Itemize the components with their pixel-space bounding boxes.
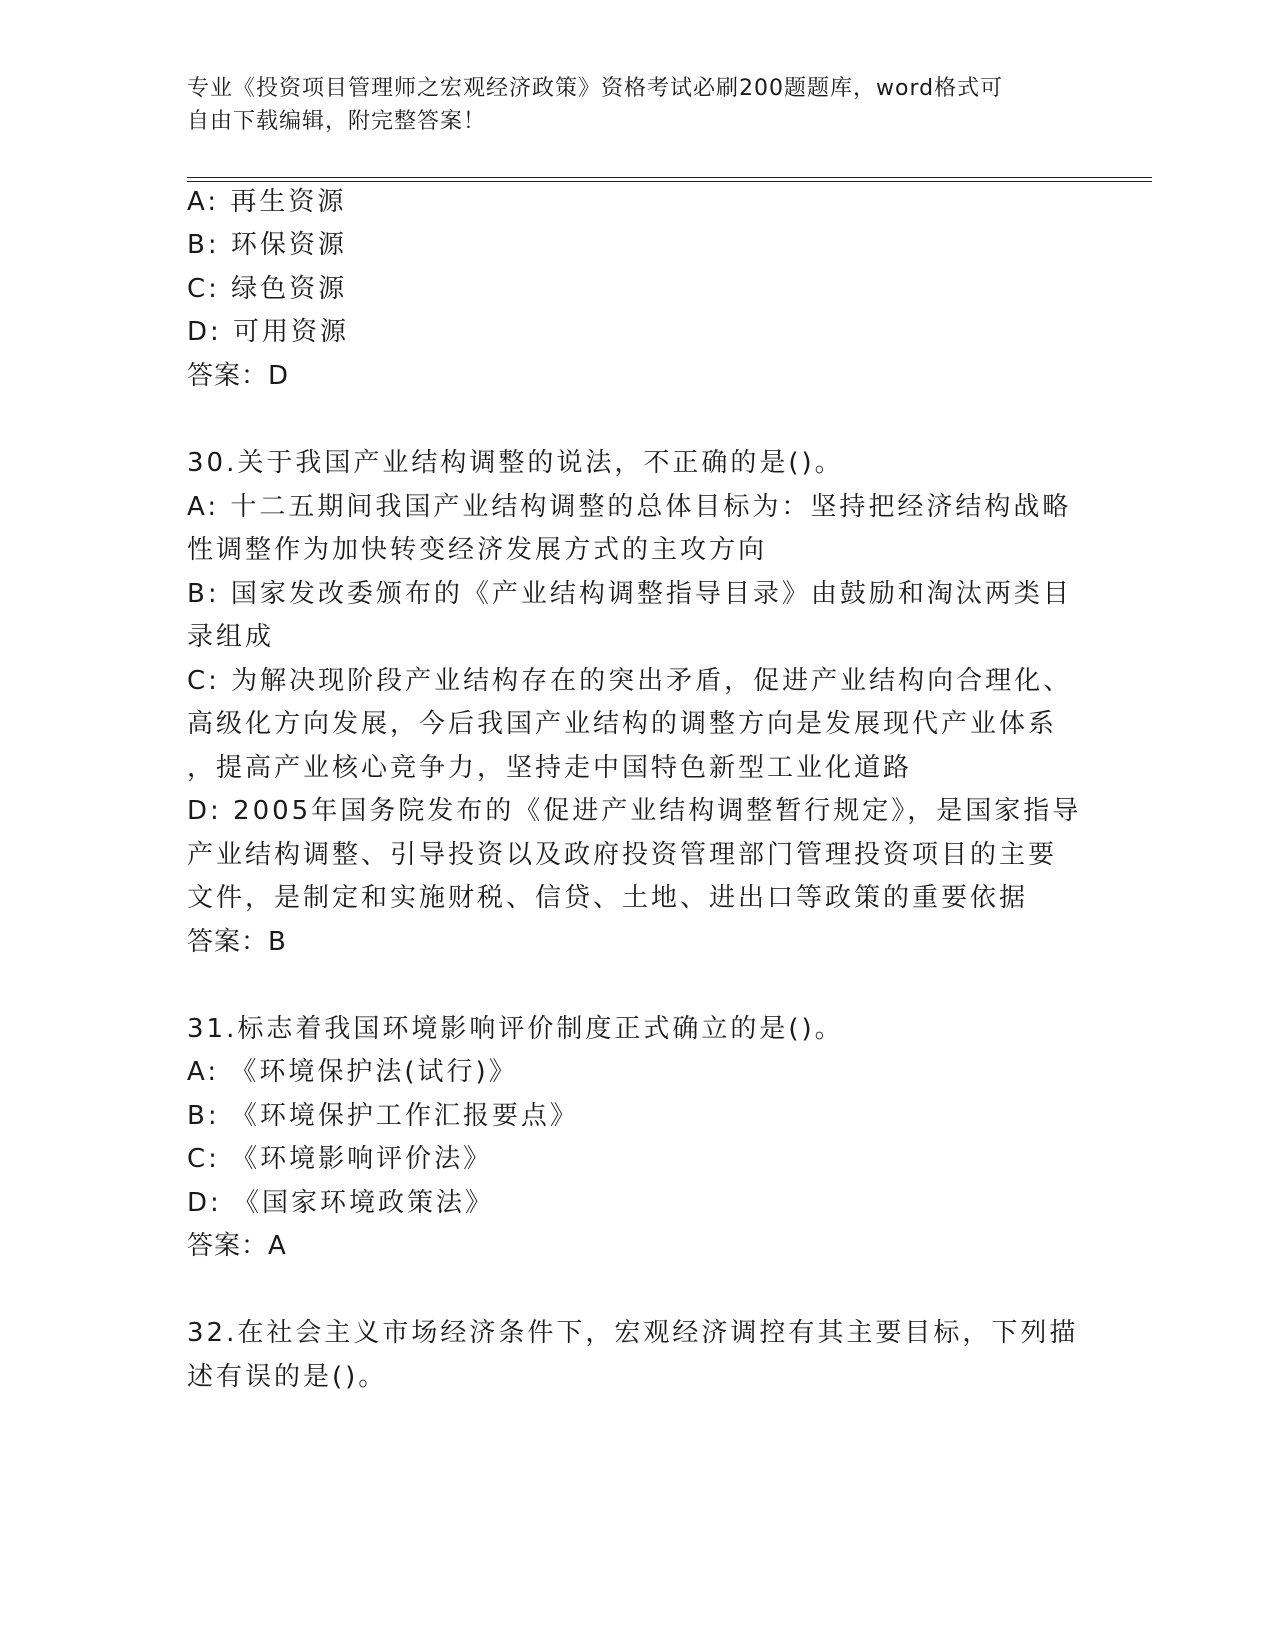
header-line-1: 专业《投资项目管理师之宏观经济政策》资格考试必刷200题题库，word格式可 [187, 76, 1004, 101]
q29-option-a: A: 再生资源 [187, 187, 347, 217]
q30-option-d-line-3: 文件，是制定和实施财税、信贷、土地、进出口等政策的重要依据 [187, 883, 1029, 913]
q29-option-d: D: 可用资源 [187, 317, 350, 347]
q31-stem: 31.标志着我国环境影响评价制度正式确立的是()。 [187, 1014, 844, 1044]
document-page [187, 0, 1152, 1650]
q31-option-d: D: 《国家环境政策法》 [187, 1188, 495, 1218]
q30-option-b-line-2: 录组成 [187, 622, 275, 652]
q31-option-a: A: 《环境保护法(试行)》 [187, 1057, 518, 1087]
q31-option-b: B: 《环境保护工作汇报要点》 [187, 1101, 579, 1131]
q30-option-a-line-1: A: 十二五期间我国产业结构调整的总体目标为：坚持把经济结构战略 [187, 492, 1072, 522]
q29-option-b: B: 环保资源 [187, 230, 347, 260]
q30-stem: 30.关于我国产业结构调整的说法，不正确的是()。 [187, 448, 844, 478]
q30-answer: 答案：B [187, 927, 287, 957]
q30-option-b-line-1: B: 国家发改委颁布的《产业结构调整指导目录》由鼓励和淘汰两类目 [187, 579, 1072, 609]
q31-option-c: C: 《环境影响评价法》 [187, 1144, 493, 1174]
q32-stem-line-2: 述有误的是()。 [187, 1362, 388, 1392]
q29-option-c: C: 绿色资源 [187, 274, 348, 304]
q31-answer: 答案：A [187, 1231, 287, 1261]
q30-option-c-line-2: 高级化方向发展，今后我国产业结构的调整方向是发展现代产业体系 [187, 709, 1058, 739]
document-header [187, 72, 1067, 138]
q30-option-c-line-3: ，提高产业核心竞争力，坚持走中国特色新型工业化道路 [187, 753, 913, 783]
q30-option-a-line-2: 性调整作为加快转变经济发展方式的主攻方向 [187, 535, 768, 565]
q30-option-c-line-1: C: 为解决现阶段产业结构存在的突出矛盾，促进产业结构向合理化、 [187, 666, 1073, 696]
q32-stem-line-1: 32.在社会主义市场经济条件下，宏观经济调控有其主要目标，下列描 [187, 1318, 1079, 1348]
header-line-2: 自由下载编辑，附完整答案！ [187, 109, 487, 134]
q30-option-d-line-2: 产业结构调整、引导投资以及政府投资管理部门管理投资项目的主要 [187, 840, 1058, 870]
q30-option-d-line-1: D: 2005年国务院发布的《促进产业结构调整暂行规定》，是国家指导 [187, 796, 1082, 826]
q29-answer: 答案：D [187, 361, 290, 391]
